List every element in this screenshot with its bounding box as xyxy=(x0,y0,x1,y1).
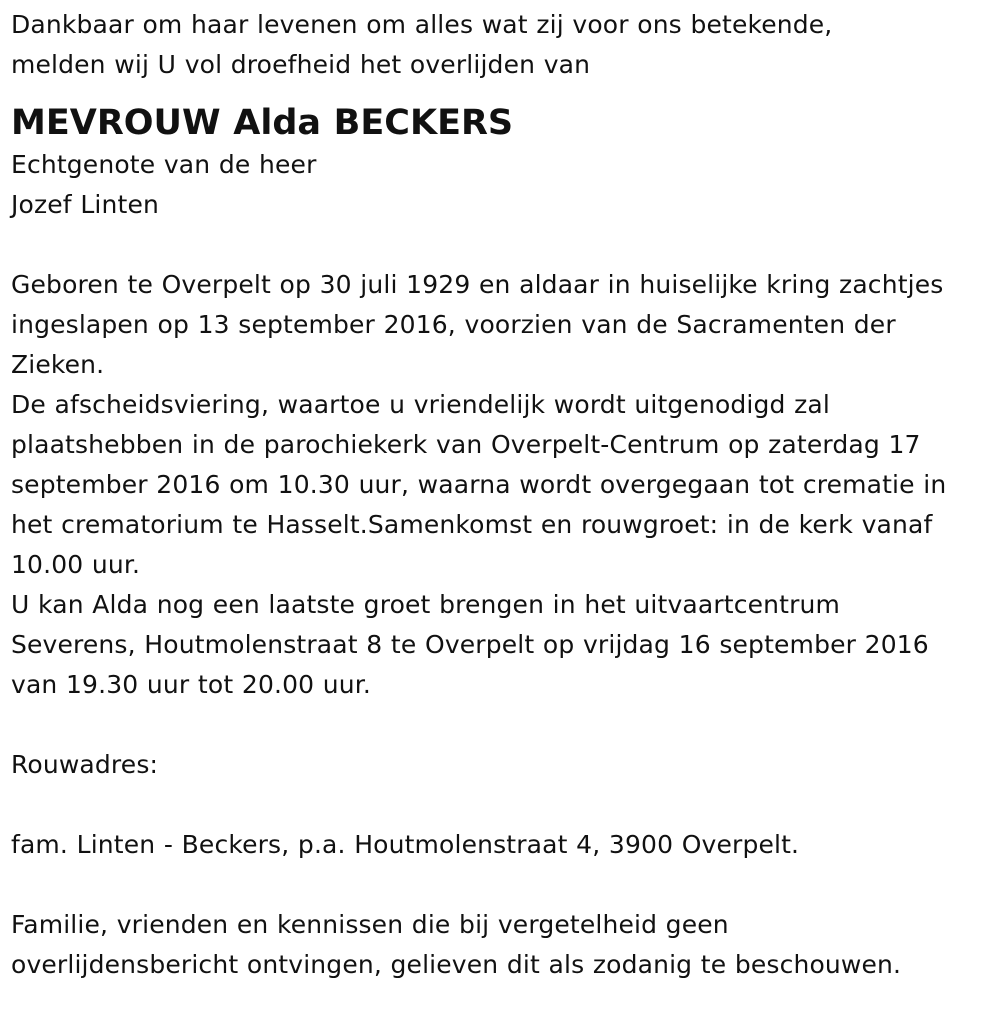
ceremony-line-5: 10.00 uur. xyxy=(11,550,141,579)
visitation-line-1: U kan Alda nog een laatste groet brengen in het uitvaartcentrum xyxy=(11,590,841,619)
closing-line-2: overlijdensbericht ontvingen, gelieven dit als zodanig te beschouwen. xyxy=(11,950,902,979)
mourning-address: fam. Linten - Beckers, p.a. Houtmolenstraat 4, 3900 Overpelt. xyxy=(11,830,800,859)
closing-line-1: Familie, vrienden en kennissen die bij vergetelheid geen xyxy=(11,910,729,939)
section-gap xyxy=(11,865,996,905)
spouse-line-2: Jozef Linten xyxy=(11,190,159,219)
deceased-name: MEVROUW Alda BECKERS xyxy=(11,103,514,143)
section-gap xyxy=(11,785,996,825)
death-notice xyxy=(11,5,996,985)
ceremony-line-4: het crematorium te Hasselt.Samenkomst en rouwgroet: in de kerk vanaf xyxy=(11,510,933,539)
ceremony-line-3: september 2016 om 10.30 uur, waarna wordt overgegaan tot crematie in xyxy=(11,470,947,499)
intro-line-1: Dankbaar om haar levenen om alles wat zij voor ons betekende, xyxy=(11,10,833,39)
birth-line-2: ingeslapen op 13 september 2016, voorzien van de Sacramenten der xyxy=(11,310,896,339)
birth-line-3: Zieken. xyxy=(11,350,105,379)
birth-line-1: Geboren te Overpelt op 30 juli 1929 en aldaar in huiselijke kring zachtjes xyxy=(11,270,944,299)
visitation-line-2: Severens, Houtmolenstraat 8 te Overpelt op vrijdag 16 september 2016 xyxy=(11,630,929,659)
spouse-line-1: Echtgenote van de heer xyxy=(11,150,317,179)
mourning-address-label: Rouwadres: xyxy=(11,750,159,779)
ceremony-line-1: De afscheidsviering, waartoe u vriendelijk wordt uitgenodigd zal xyxy=(11,390,830,419)
section-gap xyxy=(11,225,996,265)
section-gap xyxy=(11,705,996,745)
intro-line-2: melden wij U vol droefheid het overlijden van xyxy=(11,50,591,79)
ceremony-line-2: plaatshebben in de parochiekerk van Overpelt-Centrum op zaterdag 17 xyxy=(11,430,921,459)
visitation-line-3: van 19.30 uur tot 20.00 uur. xyxy=(11,670,372,699)
